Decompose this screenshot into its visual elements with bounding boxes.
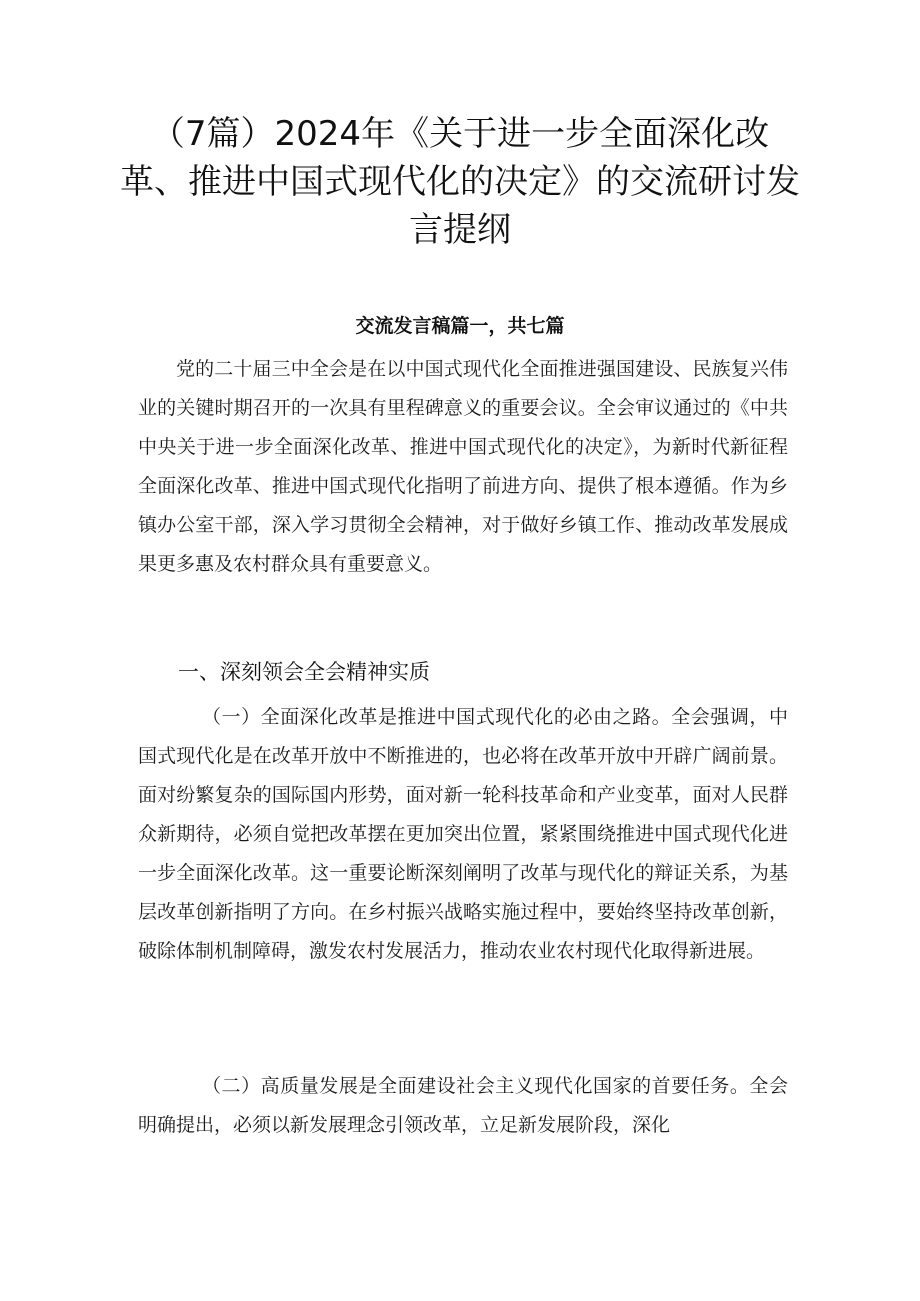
paragraph-intro: 党的二十届三中全会是在以中国式现代化全面推进强国建设、民族复兴伟业的关键时期召开的一次具有里程碑意义的重要会议。全会审议通过的《中共中央关于进一步全面深化改革、推进中国式现代化的决定》，为新时代新征程全面深化改革、推进中国式现代化指明了前进方向、提供了根本遵循。作为乡镇办公室干部，深入学习贯彻全会精神，对于做好乡镇工作、推动改革发展成果更多惠及农村群众具有重要意义。 <box>138 358 788 575</box>
document-subtitle: 交流发言稿篇一，共七篇 <box>355 315 565 337</box>
section-heading-1: 一、深刻领会全会精神实质 <box>178 660 430 684</box>
document-title: （7篇）2024年《关于进一步全面深化改革、推进中国式现代化的决定》的交流研讨发言提纲 <box>120 114 800 250</box>
paragraph-point-1: （一）全面深化改革是推进中国式现代化的必由之路。全会强调，中国式现代化是在改革开放中不断推进的，也必将在改革开放中开辟广阔前景。面对纷繁复杂的国际国内形势，面对新一轮科技革命和产业变革，面对人民群众新期待，必须自觉把改革摆在更加突出位置，紧紧围绕推进中国式现代化进一步全面深化改革。这一重要论断深刻阐明了改革与现代化的辩证关系，为基层改革创新指明了方向。在乡村振兴战略实施过程中，要始终坚持改革创新，破除体制机制障碍，激发农村发展活力，推动农业农村现代化取得新进展。 <box>138 706 788 962</box>
paragraph-point-2: （二）高质量发展是全面建设社会主义现代化国家的首要任务。全会明确提出，必须以新发展理念引领改革，立足新发展阶段，深化 <box>138 1075 788 1136</box>
